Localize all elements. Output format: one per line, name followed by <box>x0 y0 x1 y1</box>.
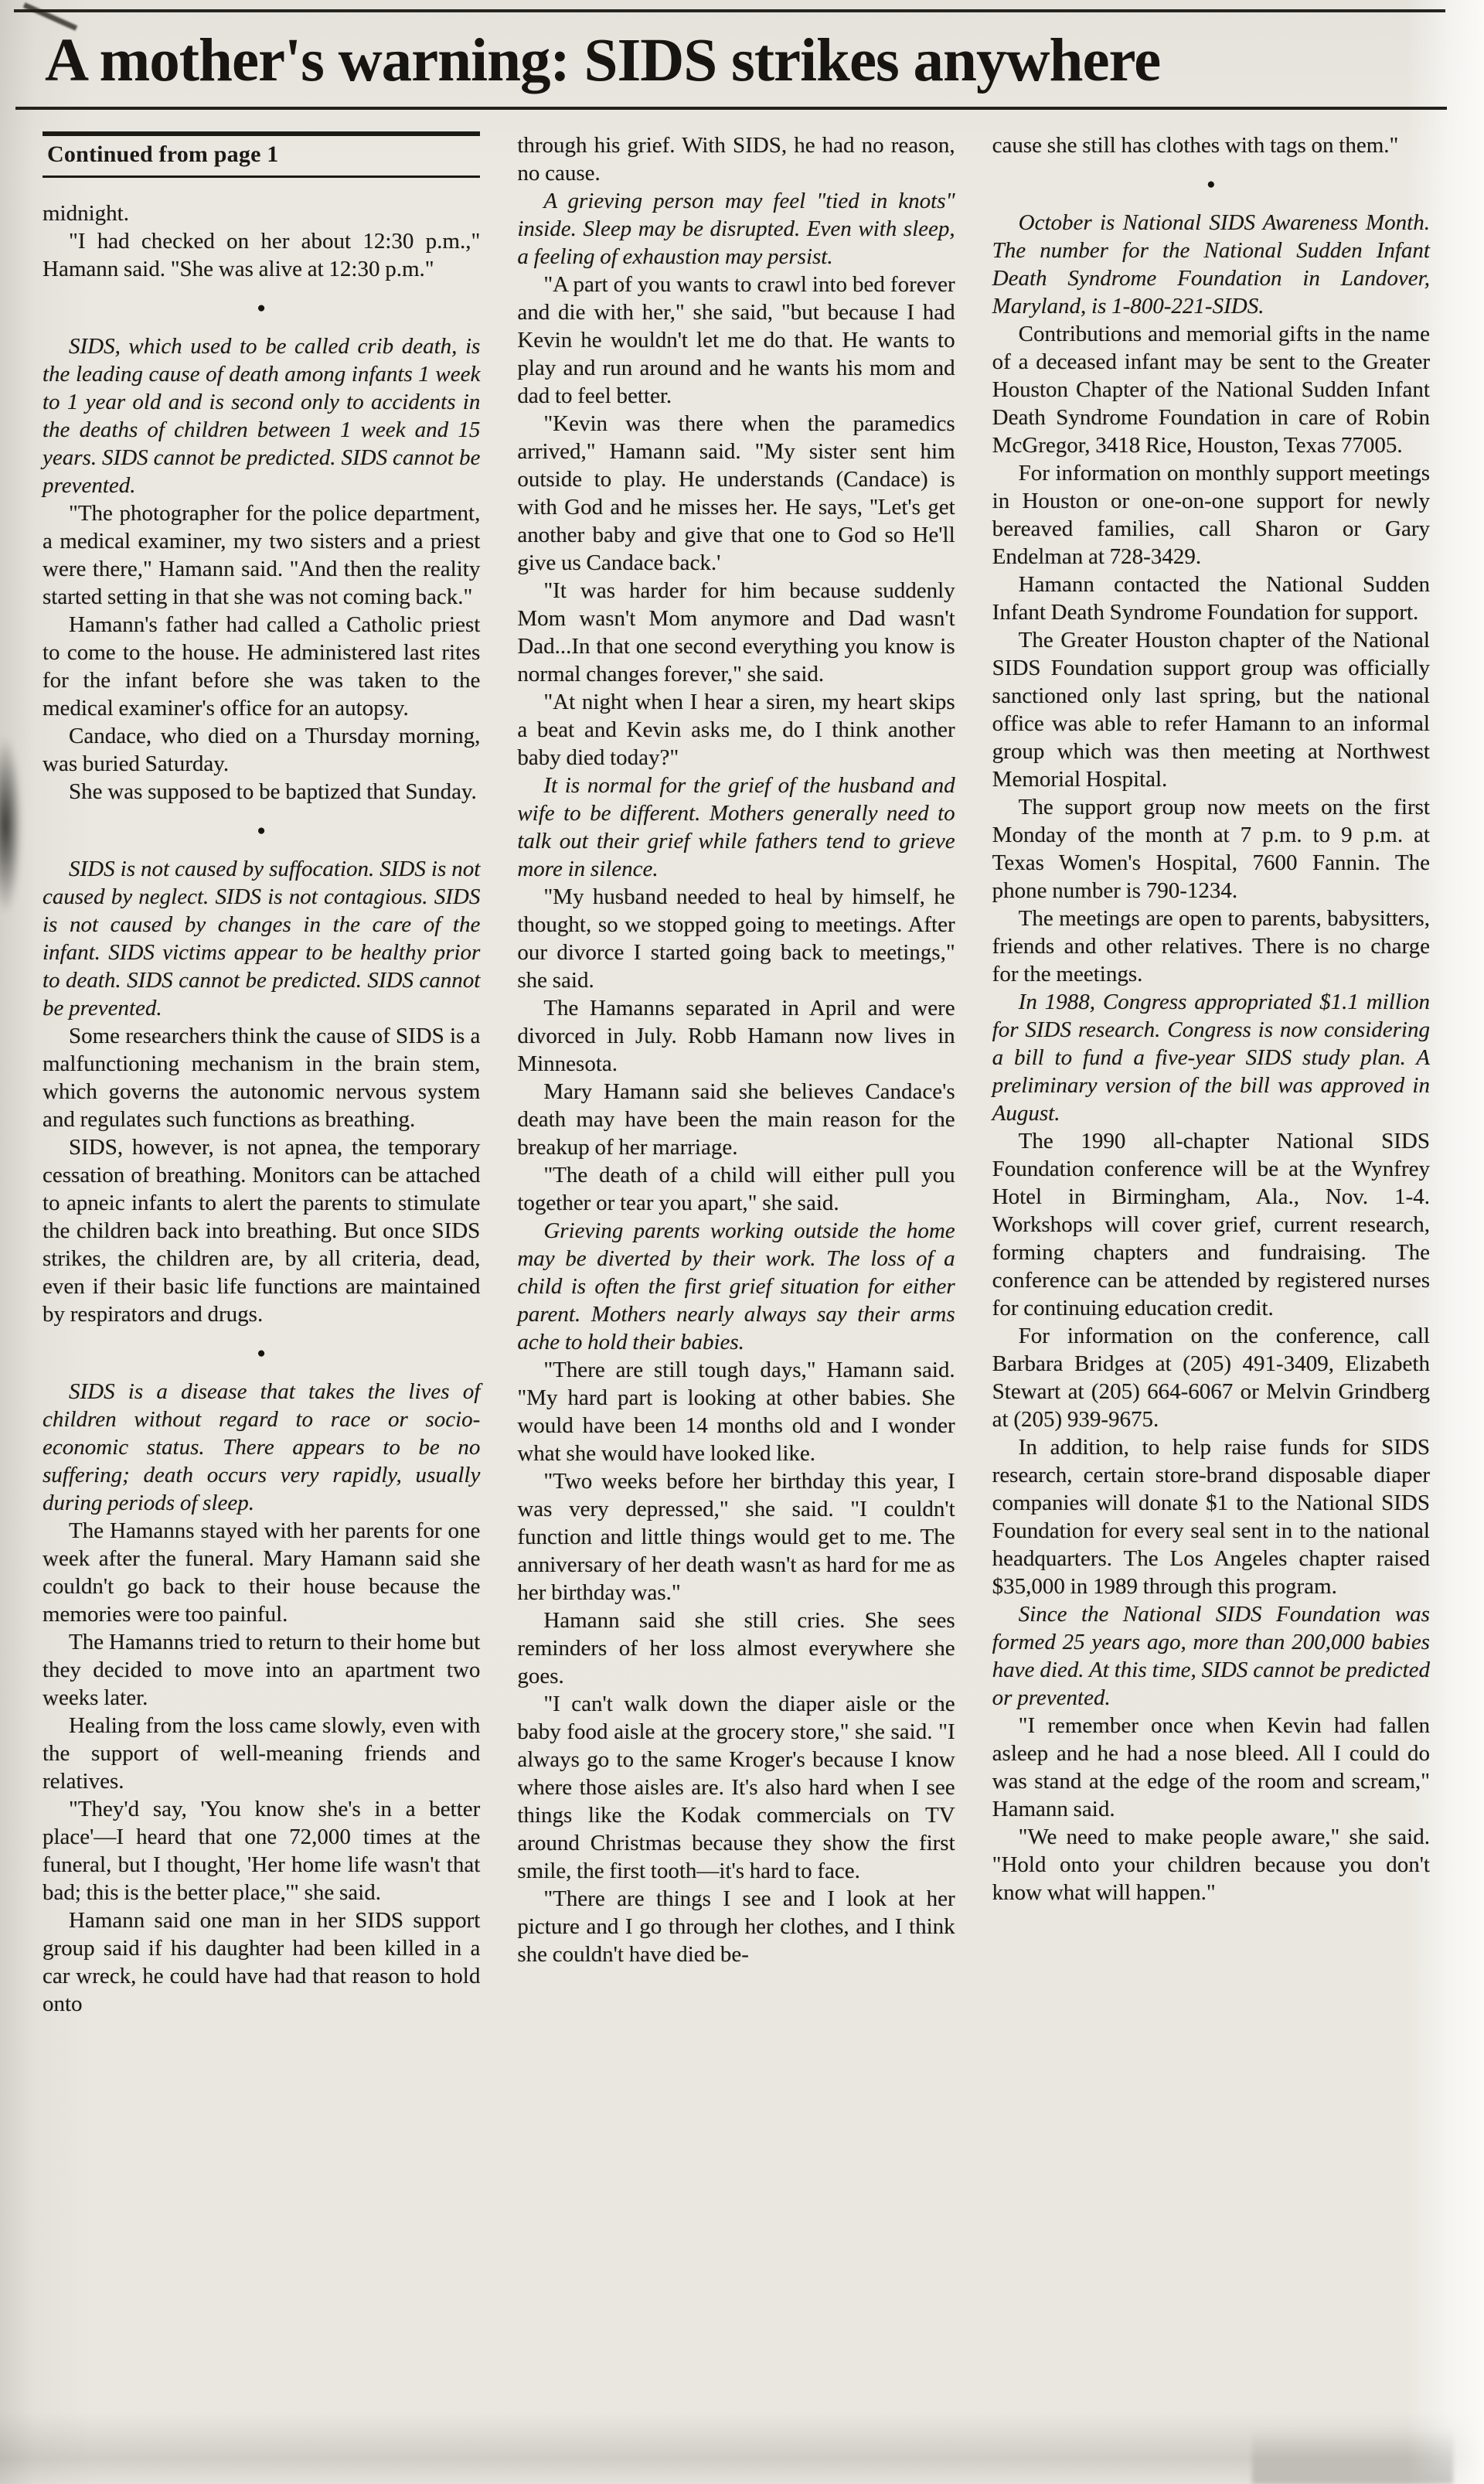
section-bullet: ● <box>257 823 266 839</box>
section-bullet: ● <box>257 1345 266 1361</box>
fact-paragraph: In 1988, Congress appropriated $1.1 million for SIDS research. Congress is now considering a bill to fund a five-year SIDS study plan. A preliminary version of the bill was approved in August. <box>992 990 1430 1126</box>
article-paragraph: Hamann said one man in her SIDS support group said if his daughter had been killed in a car wreck, he could have had that reason to hold onto <box>43 1908 481 2016</box>
article-paragraph: "The death of a child will either pull you together or tear you apart," she said. <box>517 1163 955 1215</box>
article-paragraph: For information on monthly support meetings in Houston or one-on-one support for newly bereaved families, call Sharon or Gary Endelman at 728-3429. <box>992 461 1430 569</box>
fact-paragraph: A grieving person may feel "tied in knots" inside. Sleep may be disrupted. Even with sleep, a feeling of exhaustion may persist. <box>517 189 955 269</box>
section-bullet: ● <box>257 300 266 316</box>
article-paragraph: Healing from the loss came slowly, even with the support of well-meaning friends and relatives. <box>43 1713 481 1794</box>
fact-paragraph: Since the National SIDS Foundation was formed 25 years ago, more than 200,000 babies have died. At this time, SIDS cannot be predicted or prevented. <box>992 1602 1430 1710</box>
article-paragraph: The support group now meets on the first Monday of the month at 7 p.m. to 9 p.m. at Texas Women's Hospital, 7600 Fannin. The phone number is 790-1234. <box>992 795 1430 903</box>
section-bullet: ● <box>1207 176 1216 193</box>
article-paragraph: Hamann said she still cries. She sees reminders of her loss almost everywhere she goes. <box>517 1608 955 1688</box>
fact-paragraph: SIDS is not caused by suffocation. SIDS is not caused by neglect. SIDS is not contagious. SIDS is not caused by changes in the care of the infant. SIDS victims appear to be healthy prior to death. SIDS cannot be predicted. SIDS cannot be prevented. <box>43 857 481 1021</box>
article-paragraph: "I can't walk down the diaper aisle or the baby food aisle at the grocery store," she said. "I always go to the same Kroger's because I know where those aisles are. It's also hard when I see things like the Kodak commercials on TV around Christmas because they show the first smile, the first tooth—it's hard to face. <box>517 1692 955 1883</box>
article-paragraph: midnight. <box>43 201 129 226</box>
article-paragraph: "My husband needed to heal by himself, he thought, so we stopped going to meetings. After our divorce I started going back to meetings," she said. <box>517 884 955 993</box>
article-paragraph: "They'd say, 'You know she's in a better place'—I heard that one 72,000 times at the funeral, but I thought, 'Her home life wasn't that bad; this is the better place,'" she said. <box>43 1797 481 1905</box>
article-body <box>0 110 1484 2018</box>
fact-paragraph: It is normal for the grief of the husband and wife to be different. Mothers generally need to talk out their grief while fathers tend to grieve more in silence. <box>517 773 955 881</box>
article-paragraph: The meetings are open to parents, babysitters, friends and other relatives. There is no charge for the meetings. <box>992 906 1430 986</box>
article-paragraph: "The photographer for the police department, a medical examiner, my two sisters and a priest were there," Hamann said. "And then the reality started setting in that she was not coming back." <box>43 501 481 609</box>
article-paragraph: Some researchers think the cause of SIDS is a malfunctioning mechanism in the brain stem, which governs the autonomic nervous system and regulates such functions as breathing. <box>43 1024 481 1132</box>
article-paragraph: "I had checked on her about 12:30 p.m.," Hamann said. "She was alive at 12:30 p.m." <box>43 229 481 281</box>
fact-paragraph: Grieving parents working outside the home may be diverted by their work. The loss of a child is often the first grief situation for either parent. Mothers nearly always say their arms ache to hold their babies. <box>517 1218 955 1354</box>
article-column <box>992 131 1430 2018</box>
article-paragraph: "There are still tough days," Hamann said. "My hard part is looking at other babies. She would have been 14 months old and I wonder what she would have looked like. <box>517 1358 955 1466</box>
article-paragraph: "There are things I see and I look at her picture and I go through her clothes, and I think she couldn't have died be- <box>517 1886 955 1967</box>
article-paragraph: "At night when I hear a siren, my heart skips a beat and Kevin asks me, do I think another baby died today?" <box>517 690 955 770</box>
article-paragraph: The Hamanns tried to return to their home but they decided to move into an apartment two weeks later. <box>43 1630 481 1710</box>
fact-paragraph: October is National SIDS Awareness Month. The number for the National Sudden Infant Death Syndrome Foundation in Landover, Maryland, is 1-800-221-SIDS. <box>992 210 1430 319</box>
scan-corner-shade <box>1252 2430 1453 2484</box>
article-paragraph: For information on the conference, call Barbara Bridges at (205) 491-3409, Elizabeth Stewart at (205) 664-6067 or Melvin Grindberg at (205) 939-9675. <box>992 1324 1430 1432</box>
article-paragraph: Mary Hamann said she believes Candace's death may have been the main reason for the breakup of her marriage. <box>517 1079 955 1160</box>
article-paragraph: She was supposed to be baptized that Sunday. <box>69 779 477 804</box>
article-paragraph: Hamann contacted the National Sudden Infant Death Syndrome Foundation for support. <box>992 572 1430 625</box>
article-paragraph: In addition, to help raise funds for SIDS research, certain store-brand disposable diaper companies will donate $1 to the National SIDS Foundation for every seal sent in to the national headquarters. The Los Angeles chapter raised $35,000 in 1989 through this program. <box>992 1435 1430 1599</box>
article-paragraph: Candace, who died on a Thursday morning, was buried Saturday. <box>43 724 481 776</box>
fact-paragraph: SIDS, which used to be called crib death, is the leading cause of death among infants 1 week to 1 year old and is second only to accidents in the deaths of children between 1 week and 15 years. SIDS cannot be predicted. SIDS cannot be prevented. <box>43 334 481 498</box>
article-paragraph: cause she still has clothes with tags on them." <box>992 133 1399 158</box>
article-paragraph: SIDS, however, is not apnea, the temporary cessation of breathing. Monitors can be attached to apneic infants to alert the parents to stimulate the children back into breathing. But once SIDS strikes, the children are, by all criteria, dead, even if their basic life functions are maintained by respirators and drugs. <box>43 1135 481 1327</box>
article-paragraph: "It was harder for him because suddenly Mom wasn't Mom anymore and Dad wasn't Dad...In that one second everything you know is normal changes forever," she said. <box>517 578 955 687</box>
article-paragraph: Contributions and memorial gifts in the name of a deceased infant may be sent to the Greater Houston Chapter of the National Sudden Infant Death Syndrome Foundation in care of Robin McGregor, 3418 Rice, Houston, Texas 77005. <box>992 322 1430 458</box>
article-paragraph: The Hamanns stayed with her parents for one week after the funeral. Mary Hamann said she couldn't go back to their house because the memories were too painful. <box>43 1518 481 1627</box>
article-paragraph: The 1990 all-chapter National SIDS Foundation conference will be at the Wynfrey Hotel in Birmingham, Ala., Nov. 1-4. Workshops will cover grief, current research, forming chapters and fundraising. The conference can be attended by registered nurses for continuing education credit. <box>992 1129 1430 1320</box>
article-paragraph: "We need to make people aware," she said. "Hold onto your children because you don't know what will happen." <box>992 1825 1430 1905</box>
fact-paragraph: SIDS is a disease that takes the lives of children without regard to race or socio-economic status. There appears to be no suffering; death occurs very rapidly, usually during periods of sleep. <box>43 1379 481 1515</box>
article-paragraph: Hamann's father had called a Catholic priest to come to the house. He administered last rites for the infant before she was taken to the medical examiner's office for an autopsy. <box>43 612 481 721</box>
article-paragraph: "A part of you wants to crawl into bed forever and die with her," she said, "but because I had Kevin he wouldn't let me do that. He wants to play and run around and he wants his mom and dad to feel better. <box>517 272 955 408</box>
article-paragraph: The Hamanns separated in April and were divorced in July. Robb Hamann now lives in Minnesota. <box>517 996 955 1076</box>
article-paragraph: "Two weeks before her birthday this year, I was very depressed," she said. "I couldn't function and little things would get to me. The anniversary of her death wasn't as hard for me as her birthday was." <box>517 1469 955 1605</box>
continued-from-label: Continued from page 1 <box>43 131 480 178</box>
article-column <box>43 131 480 2018</box>
headline: A mother's warning: SIDS strikes anywhere <box>45 27 1161 94</box>
article-paragraph: "I remember once when Kevin had fallen asleep and he had a nose bleed. All I could do was stand at the edge of the room and scream," Hamann said. <box>992 1713 1430 1821</box>
article-paragraph: through his grief. With SIDS, he had no reason, no cause. <box>517 133 955 186</box>
article-paragraph: The Greater Houston chapter of the National SIDS Foundation support group was officially sanctioned only last spring, but the national office was able to refer Hamann to an informal group which was then meeting at Northwest Memorial Hospital. <box>992 628 1430 792</box>
article-paragraph: "Kevin was there when the paramedics arrived," Hamann said. "My sister sent him outside to play. He understands (Candace) is with God and he misses her. He says, ''Let's get another baby and give that one to God so He'll give us Candace back.' <box>517 411 955 575</box>
article-column <box>517 131 955 2018</box>
